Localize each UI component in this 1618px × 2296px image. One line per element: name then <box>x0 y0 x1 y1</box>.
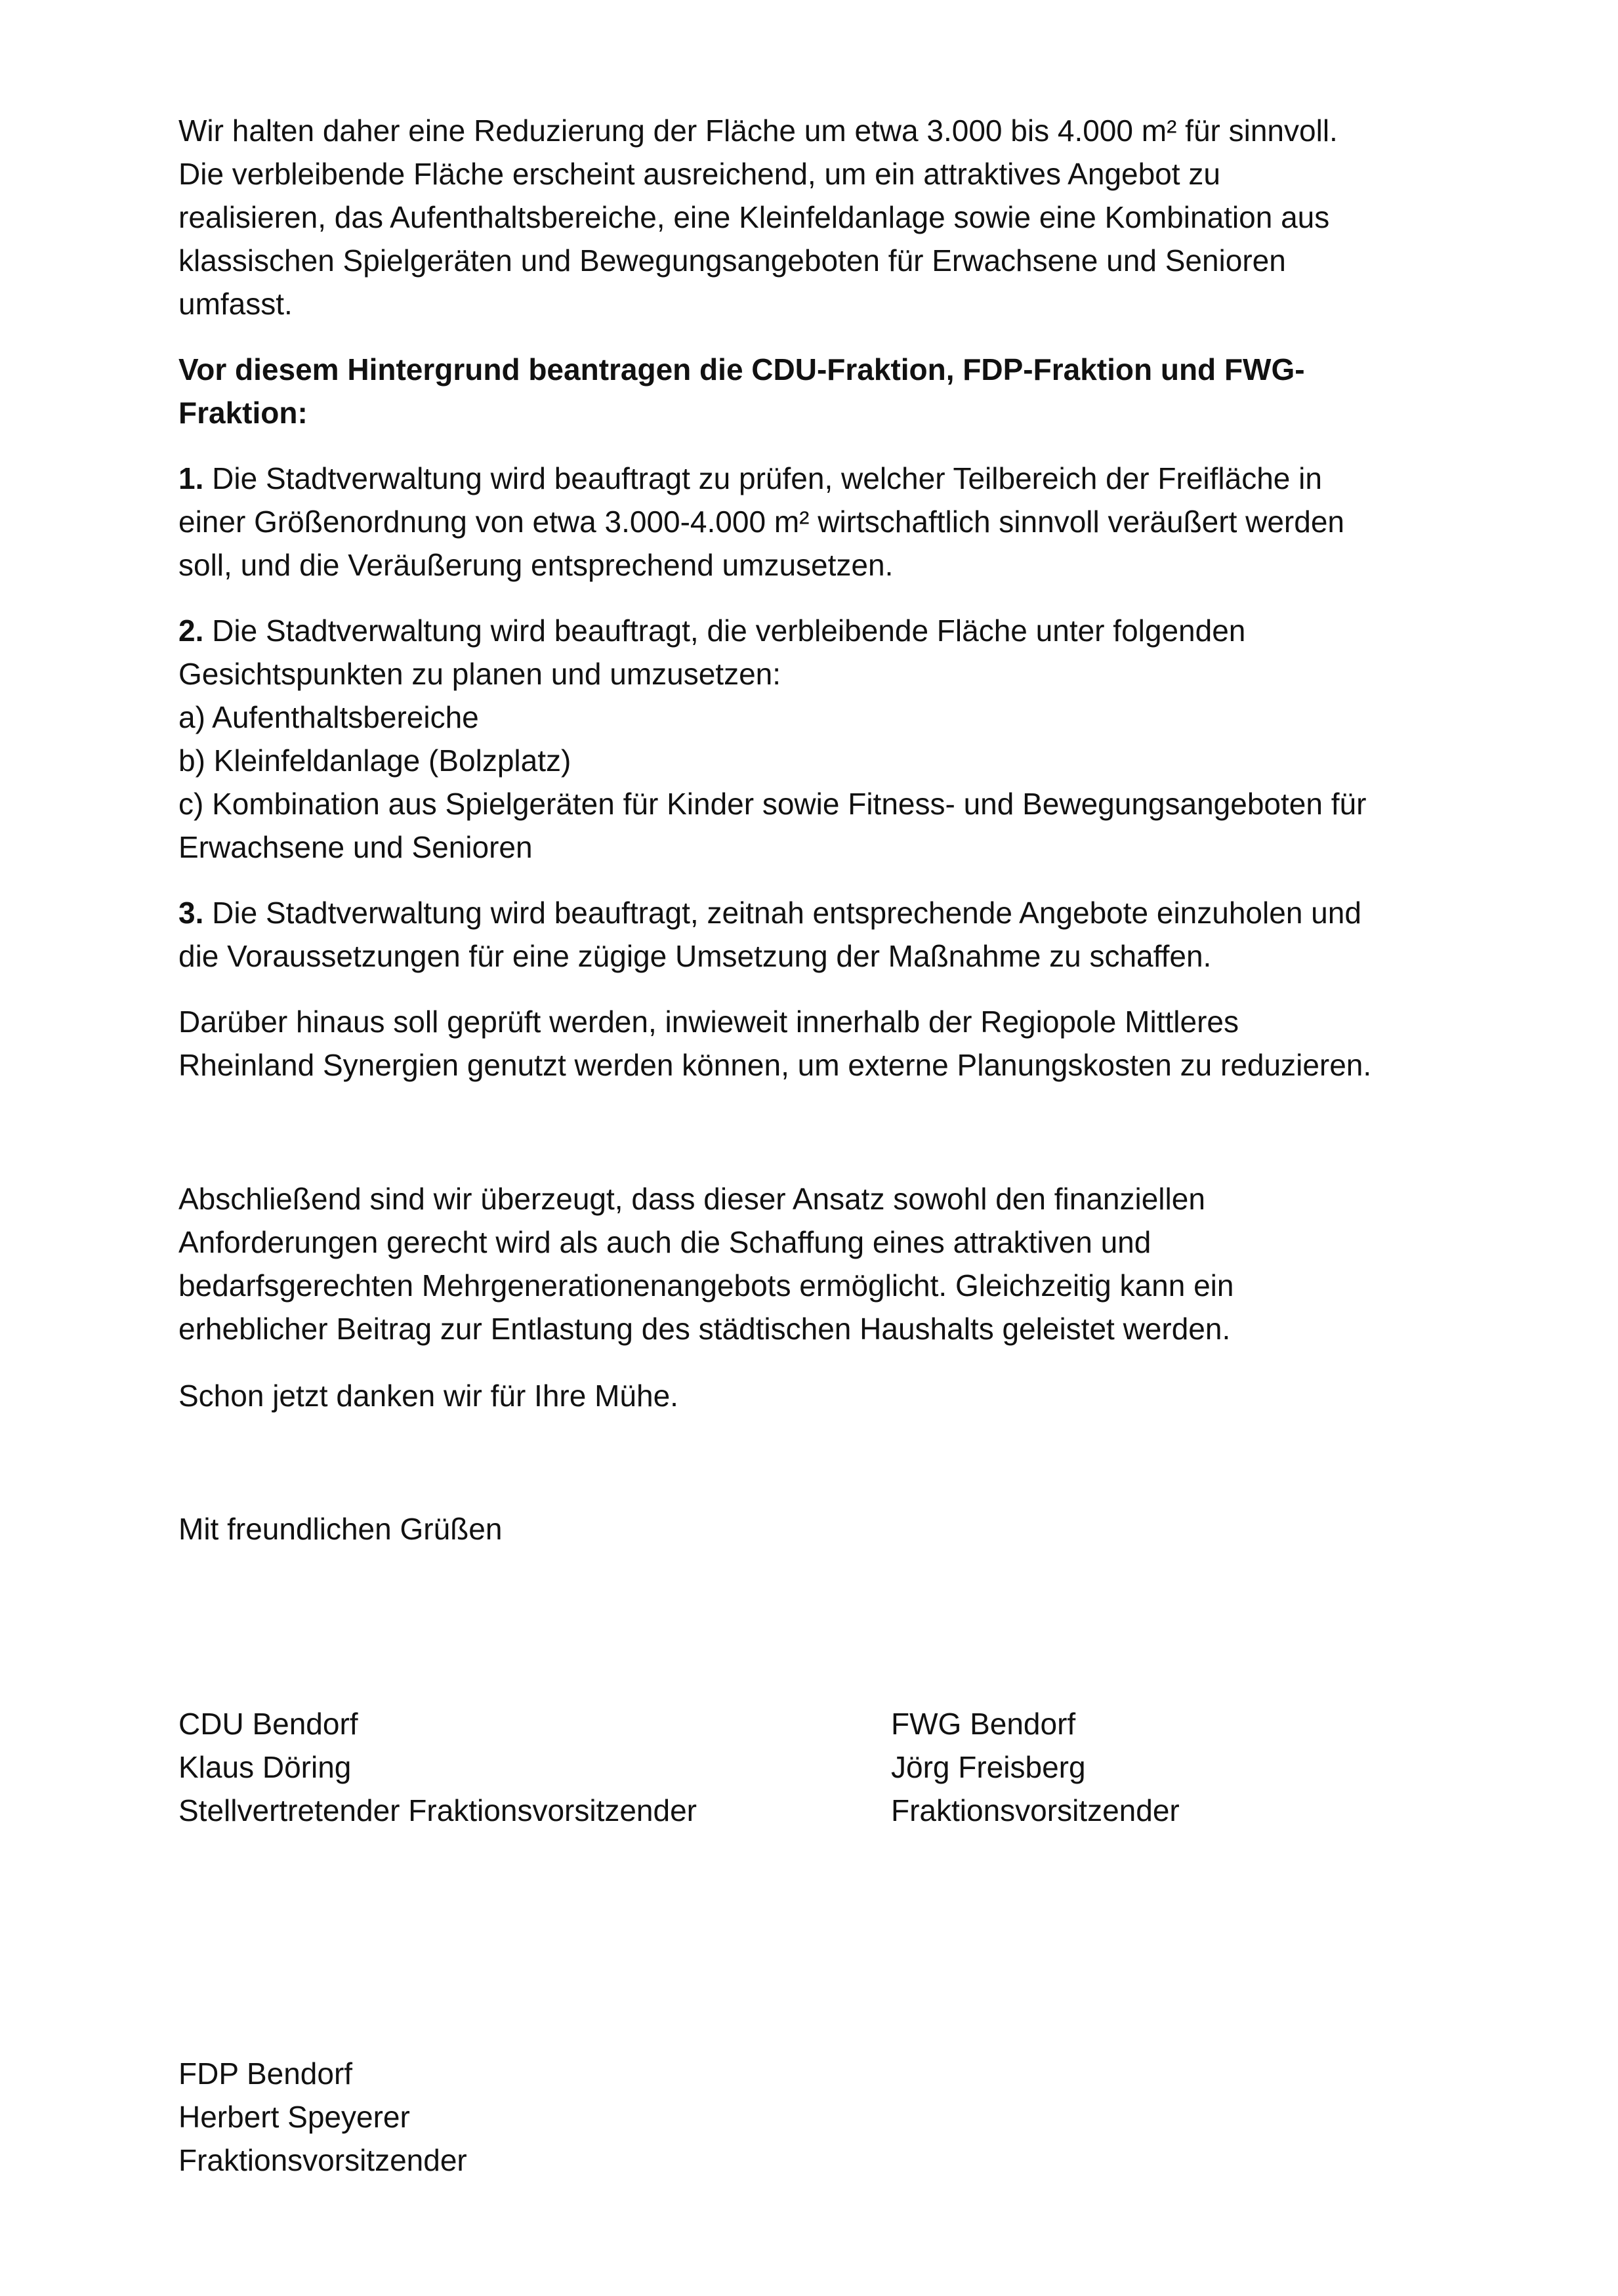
motion-item-2 <box>178 609 1484 869</box>
text-line: a) Aufenthaltsbereiche <box>178 700 479 734</box>
intro-paragraph <box>178 109 1484 325</box>
item-text: Die Stadtverwaltung wird beauftragt, die verbleibende Fläche unter folgenden <box>203 614 1246 648</box>
text-line: erheblicher Beitrag zur Entlastung des städtischen Haushalts geleistet werden. <box>178 1312 1231 1346</box>
text-line: bedarfsgerechten Mehrgenerationenangebots ermöglicht. Gleichzeitig kann ein <box>178 1268 1234 1303</box>
motion-heading <box>178 348 1484 434</box>
text-line: b) Kleinfeldanlage (Bolzplatz) <box>178 743 571 778</box>
regiopole-paragraph <box>178 1000 1484 1087</box>
text-line: Wir halten daher eine Reduzierung der Fläche um etwa 3.000 bis 4.000 m² für sinnvoll. <box>178 114 1338 148</box>
text-line: realisieren, das Aufenthaltsbereiche, eine Kleinfeldanlage sowie eine Kombination aus <box>178 200 1330 234</box>
conclusion-paragraph <box>178 1177 1234 1350</box>
item-number: 3. <box>178 896 204 930</box>
thanks-line: Schon jetzt danken wir für Ihre Mühe. <box>178 1379 678 1413</box>
item-number: 1. <box>178 461 204 495</box>
text-line <box>178 457 1484 500</box>
text-line: Darüber hinaus soll geprüft werden, inwieweit innerhalb der Regiopole Mittleres <box>178 1005 1239 1039</box>
text-line <box>178 891 1484 934</box>
text-line: Fraktion: <box>178 396 308 430</box>
motion-item-1 <box>178 457 1484 587</box>
text-line: die Voraussetzungen für eine zügige Umsetzung der Maßnahme zu schaffen. <box>178 939 1212 973</box>
signature-name: Jörg Freisberg <box>891 1750 1086 1784</box>
text-line: umfasst. <box>178 287 293 321</box>
signature-role: Stellvertretender Fraktionsvorsitzender <box>178 1793 697 1827</box>
item-number: 2. <box>178 614 204 648</box>
text-line: Rheinland Synergien genutzt werden können, um externe Planungskosten zu reduzieren. <box>178 1048 1372 1082</box>
signature-fwg <box>891 1702 1180 1832</box>
text-line: Vor diesem Hintergrund beantragen die CDU-Fraktion, FDP-Fraktion und FWG- <box>178 352 1305 386</box>
closing-line: Mit freundlichen Grüßen <box>178 1512 503 1546</box>
signature-name: Herbert Speyerer <box>178 2100 410 2134</box>
text-line: klassischen Spielgeräten und Bewegungsangeboten für Erwachsene und Senioren <box>178 243 1286 278</box>
text-line: Gesichtspunkten zu planen und umzusetzen: <box>178 657 781 691</box>
text-line: soll, und die Veräußerung entsprechend umzusetzen. <box>178 548 894 582</box>
text-line: einer Größenordnung von etwa 3.000-4.000 m² wirtschaftlich sinnvoll veräußert werden <box>178 505 1344 539</box>
signature-cdu <box>178 1702 697 1832</box>
text-line: Die verbleibende Fläche erscheint ausreichend, um ein attraktives Angebot zu <box>178 157 1220 191</box>
text-line <box>178 609 1484 652</box>
text-line: c) Kombination aus Spielgeräten für Kinder sowie Fitness- und Bewegungsangeboten für <box>178 787 1367 821</box>
signature-party: FDP Bendorf <box>178 2056 353 2091</box>
signature-name: Klaus Döring <box>178 1750 352 1784</box>
signature-role: Fraktionsvorsitzender <box>178 2143 467 2177</box>
signature-fdp <box>178 2052 467 2182</box>
text-line: Erwachsene und Senioren <box>178 830 533 864</box>
item-text: Die Stadtverwaltung wird beauftragt, zeitnah entsprechende Angebote einzuholen und <box>203 896 1361 930</box>
signature-party: CDU Bendorf <box>178 1707 358 1741</box>
signature-role: Fraktionsvorsitzender <box>891 1793 1180 1827</box>
motion-item-3 <box>178 891 1484 978</box>
letter-body <box>178 109 1484 1109</box>
signature-party: FWG Bendorf <box>891 1707 1076 1741</box>
item-text: Die Stadtverwaltung wird beauftragt zu prüfen, welcher Teilbereich der Freifläche in <box>203 461 1322 495</box>
text-line: Abschließend sind wir überzeugt, dass dieser Ansatz sowohl den finanziellen <box>178 1182 1205 1216</box>
text-line: Anforderungen gerecht wird als auch die Schaffung eines attraktiven und <box>178 1225 1151 1259</box>
